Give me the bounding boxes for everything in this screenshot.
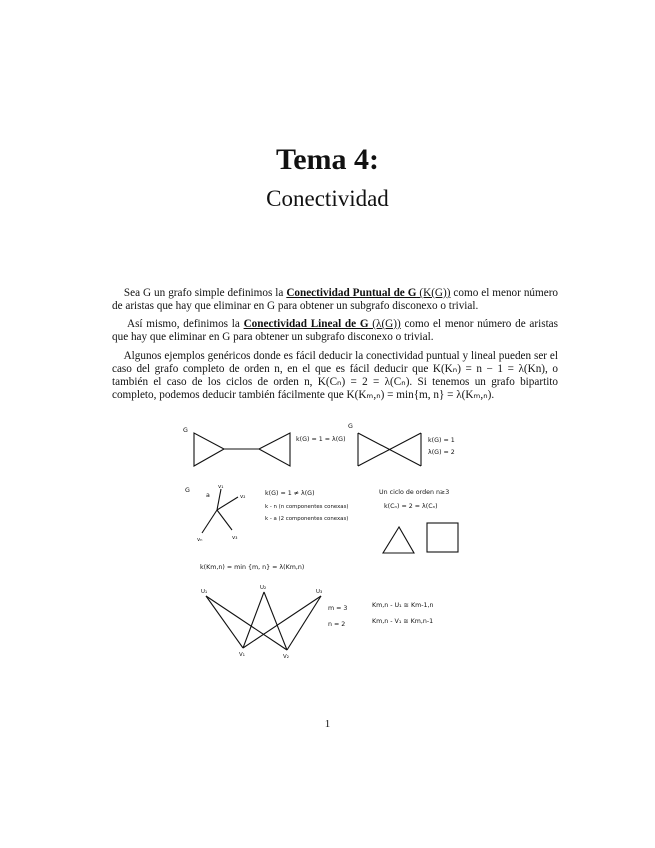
p1-post: como el menor número de aristas que hay que eliminar en G para obtener un subgrafo disconexo o trivial. <box>112 287 559 312</box>
g2-note2: λ(G) = 2 <box>428 449 455 456</box>
bip-formula: k(Km,n) = min {m, n} = λ(Km,n) <box>200 564 305 571</box>
g2-label: G <box>348 423 353 430</box>
star-v3: v₃ <box>232 535 238 541</box>
bip-iso1: Km,n - U₁ ≅ Km-1,n <box>372 602 434 609</box>
p1-notation: (K(G)) <box>416 287 451 299</box>
g1-label: G <box>183 427 188 434</box>
g1-right-triangle <box>259 433 290 466</box>
bip-v2: V₂ <box>283 654 289 660</box>
cycle-note2: k(Cₙ) = 2 = λ(Cₙ) <box>384 503 438 510</box>
bip-u3: U₃ <box>316 589 323 595</box>
cycle-note1: Un ciclo de orden n≥3 <box>379 489 450 496</box>
figure-star-graph <box>185 484 349 543</box>
figure-bridge-graph <box>183 427 346 466</box>
bip-u2: U₂ <box>260 585 267 591</box>
bip-m: m = 3 <box>328 605 348 612</box>
p1-pre: Sea G un grafo simple definimos la <box>123 287 287 299</box>
p3-text: Algunos ejemplos genéricos donde es fácil deducir la conectividad puntual y lineal pueden ser el caso del grafo completo de orden n, en el que es fácil deducir que K(Kₙ) = n − 1 = λ(Kn), o también el caso de los ciclos de orden n, K(Cₙ) = 2 = λ(Cₙ). Si tenemos un grafo bipartito completo, podemos deducir también fácilmente que K(Kₘ,ₙ) = min{m, n} = λ(Kₘ,ₙ). <box>112 350 559 401</box>
page-title: Tema 4: <box>275 143 380 176</box>
figure-bipartite-graph <box>200 564 433 660</box>
cycle-square <box>427 523 458 552</box>
star-note1: k(G) = 1 ≠ λ(G) <box>265 490 315 497</box>
star-v1: v₁ <box>218 484 224 490</box>
star-vn: vₙ <box>197 537 203 543</box>
bip-n: n = 2 <box>328 621 346 628</box>
g1-left-triangle <box>194 433 224 466</box>
term-conectividad-puntual: Conectividad Puntual de G <box>286 287 417 299</box>
p2-notation: (λ(G)) <box>368 318 401 330</box>
star-note3: k - a (2 componentes conexas) <box>265 516 349 522</box>
star-label: G <box>185 487 190 494</box>
star-center-label: a <box>206 492 210 499</box>
p2-post: como el menor número de aristas que hay que eliminar en G para obtener un subgrafo disconexo o trivial. <box>112 318 559 343</box>
figure-cycles <box>379 489 458 553</box>
term-conectividad-lineal: Conectividad Lineal de G <box>243 318 369 330</box>
star-note2: k - n (n componentes conexas) <box>265 504 349 510</box>
p2-pre: Así mismo, definimos la <box>126 318 244 330</box>
page-subtitle: Conectividad <box>266 186 389 211</box>
page-number: 1 <box>324 718 331 730</box>
g1-note: k(G) = 1 = λ(G) <box>296 436 346 443</box>
bip-iso2: Km,n - V₁ ≅ Km,n-1 <box>372 618 434 625</box>
figure-bowtie-graph <box>348 423 455 466</box>
star-v2: v₂ <box>240 494 246 500</box>
g2-note1: k(G) = 1 <box>428 437 455 444</box>
cycle-triangle <box>383 527 414 553</box>
bip-v1: V₁ <box>239 652 245 658</box>
bip-u1: U₁ <box>201 589 208 595</box>
